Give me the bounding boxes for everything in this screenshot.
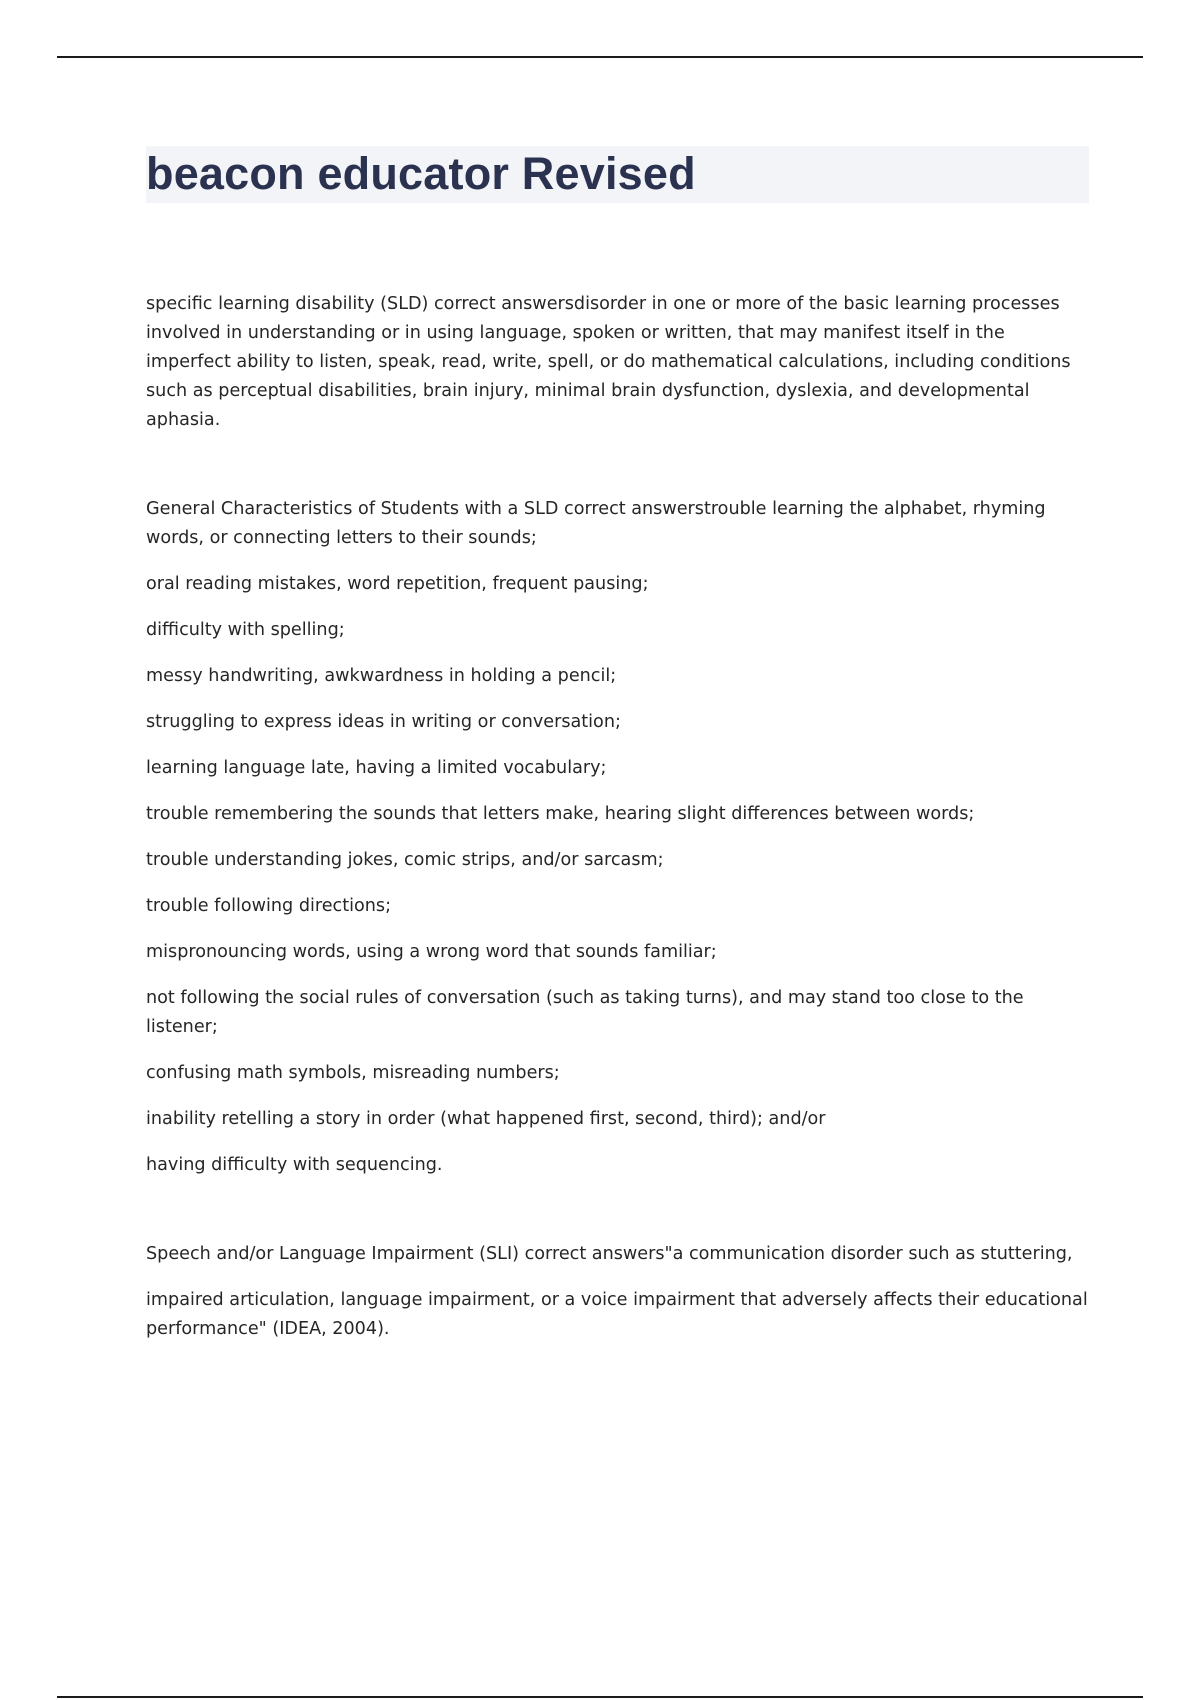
characteristic-item: confusing math symbols, misreading numbers;: [146, 1063, 560, 1083]
characteristic-item: inability retelling a story in order (what happened first, second, third); and/or: [146, 1109, 826, 1129]
document-title: beacon educator Revised: [146, 148, 696, 199]
characteristic-item: not following the social rules of conversation (such as taking turns), and may stand too close to the listener;: [146, 988, 1024, 1037]
top-rule: [57, 56, 1143, 58]
characteristic-item: difficulty with spelling;: [146, 620, 345, 640]
sli-definition-block: [146, 1240, 1090, 1344]
characteristic-item: oral reading mistakes, word repetition, frequent pausing;: [146, 574, 649, 594]
characteristic-item: having difficulty with sequencing.: [146, 1155, 443, 1175]
sli-definition-line: Speech and/or Language Impairment (SLI) correct answers"a communication disorder such as stuttering,: [146, 1244, 1073, 1264]
characteristic-item: trouble remembering the sounds that letters make, hearing slight differences between words;: [146, 804, 975, 824]
document-body: [146, 290, 1090, 1344]
characteristic-item: General Characteristics of Students with a SLD correct answerstrouble learning the alphabet, rhyming words, or connecting letters to their sounds;: [146, 499, 1046, 548]
characteristic-item: messy handwriting, awkwardness in holding a pencil;: [146, 666, 617, 686]
characteristic-item: mispronouncing words, using a wrong word that sounds familiar;: [146, 942, 717, 962]
sli-definition-line: impaired articulation, language impairment, or a voice impairment that adversely affects their educational performance" (IDEA, 2004).: [146, 1290, 1088, 1339]
characteristic-item: trouble understanding jokes, comic strips, and/or sarcasm;: [146, 850, 664, 870]
general-characteristics-block: [146, 495, 1090, 1180]
characteristic-item: learning language late, having a limited vocabulary;: [146, 758, 607, 778]
characteristic-item: struggling to express ideas in writing or conversation;: [146, 712, 621, 732]
sld-definition: specific learning disability (SLD) correct answersdisorder in one or more of the basic learning processes involved in understanding or in using language, spoken or written, that may manifest itself in the imperfect ability to listen, speak, read, write, spell, or do mathematical calculations, including conditions such as perceptual disabilities, brain injury, minimal brain dysfunction, dyslexia, and developmental aphasia.: [146, 294, 1071, 430]
sld-definition-block: [146, 290, 1090, 435]
characteristic-item: trouble following directions;: [146, 896, 392, 916]
bottom-rule: [57, 1696, 1143, 1698]
